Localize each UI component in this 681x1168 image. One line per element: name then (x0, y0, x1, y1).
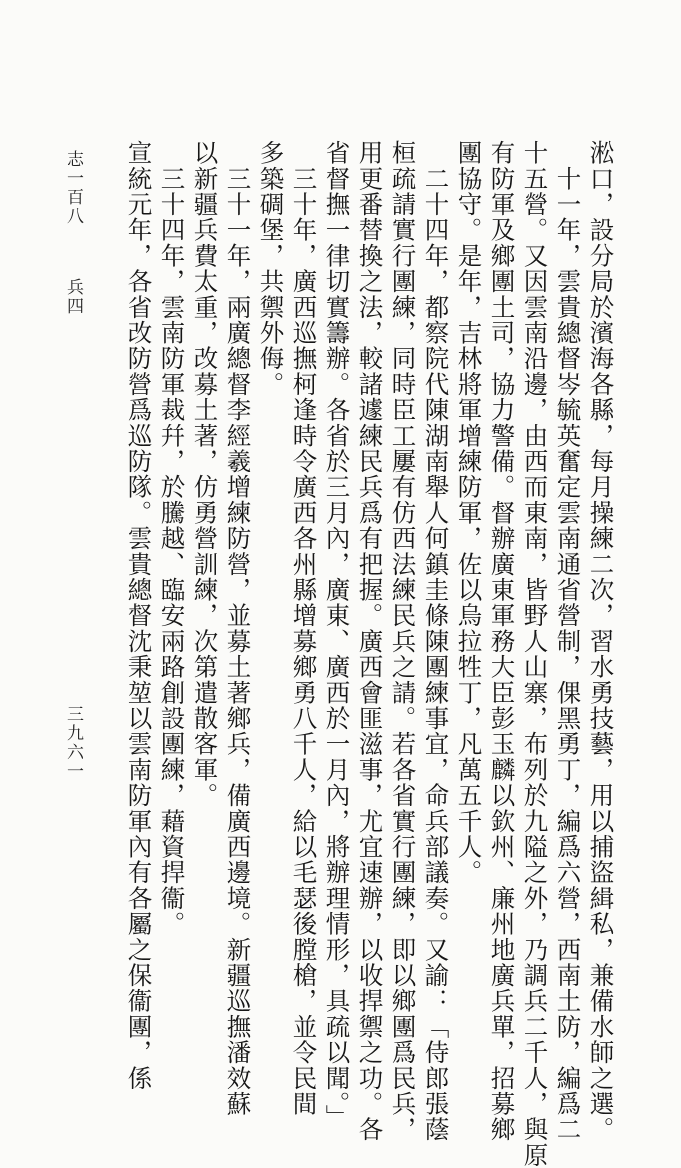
text-column-8: 用更番替換之法，較諸遽練民兵爲有把握。廣西會匪滋事，尤宜速辦，以收捍禦之功。各 (355, 140, 385, 1143)
text-column-5: 團協守。是年，吉林將軍增練防軍，佐以烏拉牲丁，凡萬五千人。 (454, 140, 484, 886)
text-column-1: 淞口，設分局於濱海各縣，每月操練二次，習水勇技藝，用以捕盜緝私，兼備水師之選。 (586, 140, 616, 1143)
section-label: 兵四 (63, 278, 83, 316)
text-column-6: 二十四年，都察院代陳湖南舉人何鎮圭條陳團練事宜，命兵部議奏。又諭：「侍郎張蔭 (421, 140, 451, 1143)
volume-label: 志一百八 (63, 150, 83, 226)
text-column-15: 宣統元年，各省改防營爲巡防隊。雲貴總督沈秉堃以雲南防軍內有各屬之保衞團，係 (124, 140, 154, 1091)
text-column-9: 省督撫一律切實籌辦。各省於三月內，廣東、廣西於一月內，將辦理情形，具疏以聞。」 (322, 140, 352, 1131)
text-column-4: 有防軍及鄉團土司，協力警備。督辦廣東軍務大臣彭玉麟以欽州、廉州地廣兵單，招募鄉 (487, 140, 517, 1143)
text-column-3: 十五營。又因雲南沿邊，由西而東南，皆野人山寨，布列於九隘之外，乃調兵二千人，與原 (520, 140, 550, 1168)
text-column-2: 十一年，雲貴總督岑毓英奮定雲南通省營制，倮黑勇丁，編爲六營，西南土防，編爲二 (553, 140, 583, 1143)
text-column-7: 桓疏請實行團練，同時臣工屢有仿西法練民兵之請。若各省實行團練，即以鄉團爲民兵， (388, 140, 418, 1143)
text-column-14: 三十四年，雲南防軍裁幷，於騰越、臨安兩路創設團練，藉資捍衞。 (157, 140, 187, 937)
text-column-12: 三十一年，兩廣總督李經羲增練防營，並募土著鄉兵，備廣西邊境。新疆巡撫潘效蘇 (223, 140, 253, 1117)
text-column-13: 以新疆兵費太重，改募土著，仿勇營訓練，次第遣散客軍。 (190, 140, 220, 809)
text-column-10: 三十年，廣西巡撫柯逢時令廣西各州縣增募鄉勇八千人，給以毛瑟後膛槍，並令民間 (289, 140, 319, 1117)
text-column-11: 多築碉堡，共禦外侮。 (256, 140, 286, 397)
page-number: 三九六一 (63, 705, 83, 781)
